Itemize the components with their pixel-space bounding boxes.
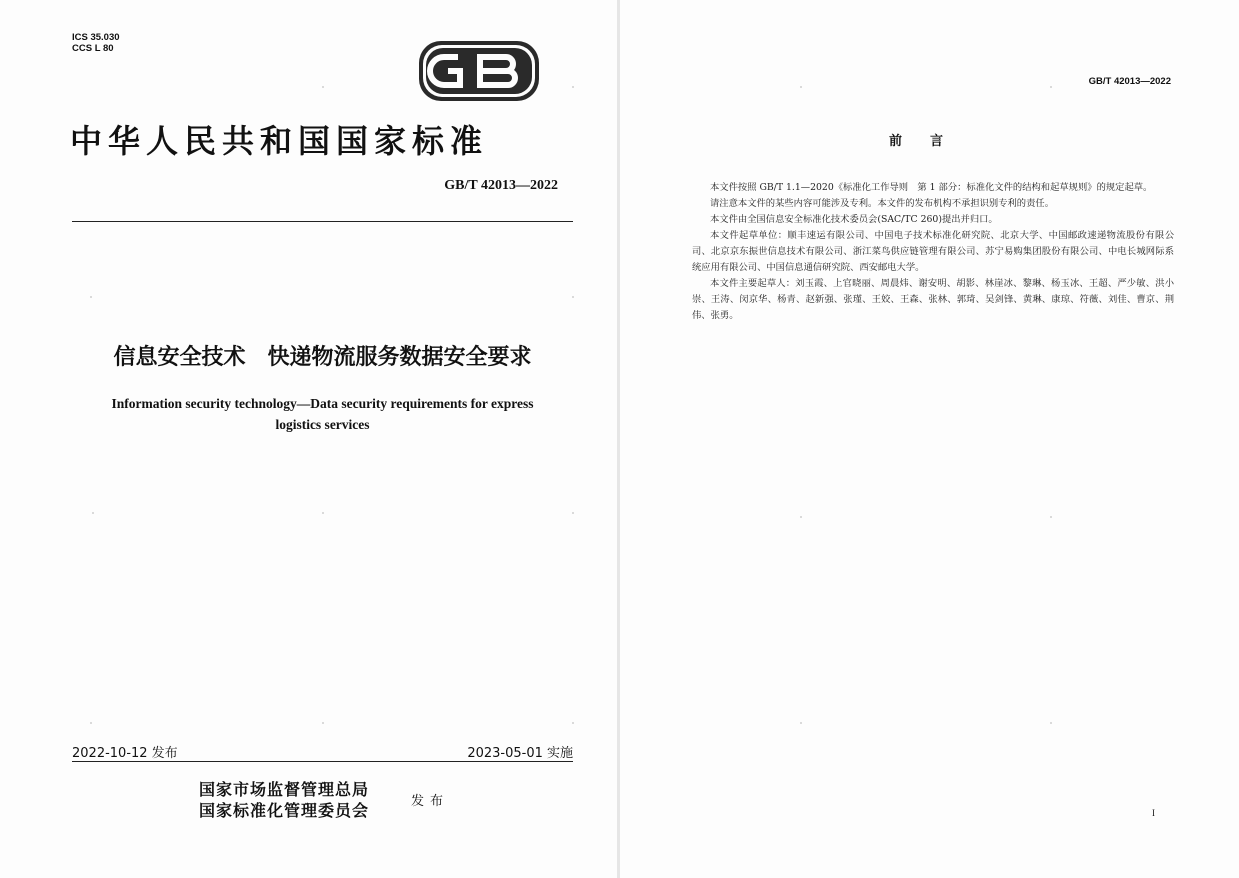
page-dot	[1050, 516, 1052, 518]
implementation-date: 2023-05-01 实施	[467, 746, 573, 761]
standard-number: GB/T 42013—2022	[444, 178, 558, 193]
foreword-paragraph: 请注意本文件的某些内容可能涉及专利。本文件的发布机构不承担识别专利的责任。	[710, 198, 1054, 209]
cover-page	[0, 0, 617, 878]
page-number: I	[1152, 808, 1155, 818]
page-dot	[1050, 722, 1052, 724]
top-rule	[72, 221, 573, 222]
foreword-paragraph: 本文件起草单位：顺丰速运有限公司、中国电子技术标准化研究院、北京大学、中国邮政速递物流股份有限公司、北京京东振世信息技术有限公司、浙江菜鸟供应链管理有限公司、苏宁易购集团股份有限公司、中电长城网际系统应用有限公司、中国信息通信研究院、西安邮电大学。	[692, 230, 1174, 273]
foreword-paragraph: 本文件按照 GB/T 1.1—2020《标准化工作导则 第 1 部分：标准化文件的结构和起草规则》的规定起草。	[710, 182, 1153, 193]
bottom-rule	[72, 761, 573, 762]
page-dot	[322, 86, 324, 88]
foreword-paragraph: 本文件由全国信息安全标准化技术委员会(SAC/TC 260)提出并归口。	[710, 214, 998, 225]
issue-date: 2022-10-12 发布	[72, 746, 178, 761]
ics-code: ICS 35.030	[72, 32, 120, 43]
ccs-code: CCS L 80	[72, 43, 114, 54]
foreword-heading: 前言	[888, 134, 971, 149]
standard-title-english	[90, 393, 555, 435]
title-en-line-2: logistics services	[275, 417, 370, 432]
page-dot	[800, 86, 802, 88]
page-dot	[572, 722, 574, 724]
publish-label: 发布	[411, 794, 450, 809]
publisher-samr: 国家市场监督管理总局	[199, 780, 370, 799]
publishers	[199, 779, 369, 821]
page-dot	[572, 512, 574, 514]
title-en-line-1: Information security technology—Data security requirements for express	[111, 396, 534, 411]
page-dot	[322, 512, 324, 514]
standard-title-chinese: 信息安全技术 快递物流服务数据安全要求	[113, 345, 532, 370]
page-dot	[572, 86, 574, 88]
national-standard-title: 中华人民共和国国家标准	[70, 122, 489, 160]
page-dot	[572, 296, 574, 298]
page-dot	[92, 512, 94, 514]
foreword-paragraph: 本文件主要起草人：刘玉霞、上官晓丽、周晨炜、谢安明、胡影、林崖冰、黎琳、杨玉冰、王超、严少敏、洪小崇、王涛、闵京华、杨青、赵新强、张瑾、王姣、王森、张林、郭琦、吴剑锋、黄琳、康琼、符薇、刘佳、曹京、荆伟、张勇。	[692, 278, 1174, 321]
publisher-sac: 国家标准化管理委员会	[199, 801, 370, 820]
page-dot	[800, 722, 802, 724]
header-standard-number: GB/T 42013—2022	[1088, 76, 1171, 87]
foreword-body	[692, 180, 1174, 324]
page-dot	[322, 722, 324, 724]
page-dot	[90, 296, 92, 298]
gb-logo	[418, 40, 540, 102]
page-dot	[90, 722, 92, 724]
page-dot	[800, 516, 802, 518]
classification-codes	[72, 32, 120, 54]
